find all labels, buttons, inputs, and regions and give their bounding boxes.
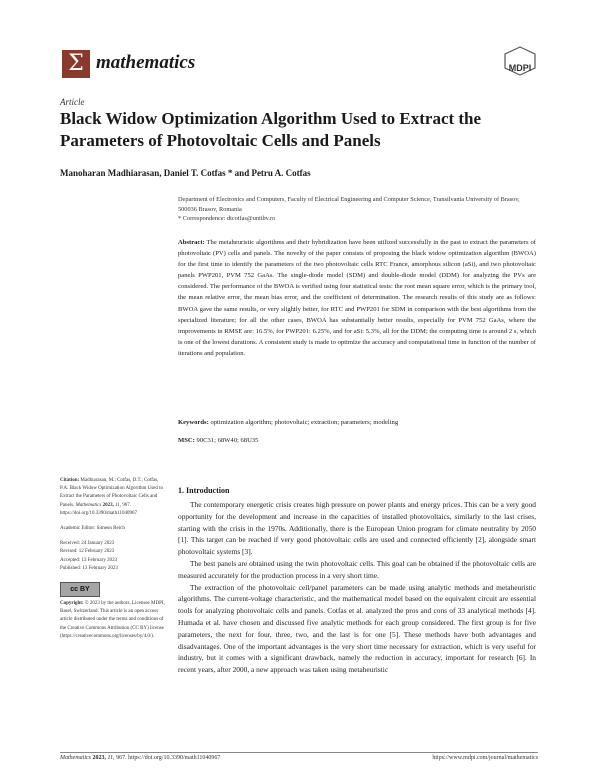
citation [60,477,165,518]
publisher-logo[interactable] [502,46,538,76]
copyright [60,600,165,641]
section-body [178,499,536,676]
article-type: Article [60,97,85,107]
footer-citation [60,755,220,761]
journal-logo: Σ [62,50,90,78]
msc-label: MSC: [178,437,195,444]
footer-doi[interactable]: 967. https://doi.org/10.3390/math11040967 [116,755,221,761]
date-received: Received: 24 January 2023 [60,541,115,547]
abstract-label: Abstract: [178,239,205,246]
copyright-text: © 2023 by the authors. Licensee MDPI, Basel, Switzerland. This article is an open access article distributed under the terms and conditions of the Creative Commons Attribution (CC BY) license (https://creativecommons.org/licenses/by/4.0/). [60,601,165,639]
abstract [178,237,536,359]
keywords-label: Keywords: [178,419,209,426]
date-published: Published: 13 February 2023 [60,565,118,571]
footer-volume: 11, [107,755,115,761]
citation-year: 2023, [102,502,114,508]
paragraph: The contemporary energetic crisis creates high pressure on power plants and energy prices. This can be a very good opportunity for the development and increase in the capacities of installed photovoltaics, similarly to the last crises, starting with the crisis in the 1970s. Additionally, there is the European Union program for climate neutrality by 2050 [1]. This target can be reached if very good photovoltaic cells are used and connected efficiently [2], alongside smart photovoltaic systems [3]. [178,500,536,557]
date-accepted: Accepted: 13 February 2023 [60,557,118,563]
citation-doi[interactable]: 967. https://doi.org/10.3390/math11040967 [60,502,137,516]
copyright-label: Copyright: [60,601,84,607]
keywords [178,419,536,426]
footer-journal-url[interactable]: https://www.mdpi.com/journal/mathematics [432,755,538,761]
article-title: Black Widow Optimization Algorithm Used to Extract the Parameters of Photovoltaic Cells and Panels [60,109,482,150]
footer-journal: Mathematics [60,755,91,761]
msc-codes [178,437,258,444]
correspondence: * Correspondence: dtcotfas@unitbv.ro [178,215,276,222]
footer-year: 2023, [92,755,106,761]
affiliation-block [178,195,538,224]
footer-divider [60,752,538,753]
msc-text: 90C31; 68W40; 68U35 [196,437,259,444]
publisher-name: MDPI [508,63,532,73]
author-list: Manoharan Madhiarasan, Daniel T. Cotfas * and Petru A. Cotfas [60,168,311,178]
paragraph: The best panels are obtained using the twin photovoltaic cells. This goal can be obtained if the photovoltaic cells are measured accurately for the production process in a very short time. [178,558,536,580]
date-revised: Revised: 12 February 2023 [60,549,115,555]
article-sidebar [60,477,165,641]
citation-volume: 11, [115,502,122,508]
abstract-text: The metaheuristic algorithms and their hybridization have been utilized successfully in the past to extract the parameters of photovoltaic (PV) cells and panels. The novelty of the paper consists of proposing the black widow optimization algorithm (BWOA) for the first time to identify the parameters of the two photovoltaic cells RTC France, amorphous silicon (aSi), and two photovoltaic panels PWP201, PVM 752 GaAs. The single-diode model (SDM) and double-diode model (DDM) for analyzing the PVs are considered. The performance of the BWOA is verified using four statistical tests: the root mean square error, which is the primary tool, the mean relative error, the mean bias error, and the coefficient of determination. The research results of this study are as follows: BWOA gave the same results, or very slightly better, for RTC and PWP201 for SDM in comparison with the best algorithms from the specialized literature; for all the other cases, BWOA has substantially better results, especially for PVM 752 GaAs, where the improvements in RMSE are: 16.5%, for PWP201: 6.25%, and for aSi: 5.3%, all for the DDM; the computing time is around 2 s, which is one of the lowest durations. A consistent study is made to optimize the accuracy and computational time in function of the number of iterations and population. [178,239,536,357]
paragraph: The extraction of the photovoltaic cell/panel parameters can be made using analytic methods and metaheuristic algorithms. The current-voltage characteristic, and the mathematical model based on the equivalent circuit are essential tools for analyzing photovoltaic cells and panels. Cotfas et al. analyzed the pros and cons of 33 analytical methods [4]. Humada et al. have chosen and discussed five analytic methods for each group considered. The first group is for five parameters, the next for four, three, two, and the last is for one [5]. These methods have both advantages and disadvantages. One of the important advantages is the very short time necessary for extraction, which is very useful for industry, but it comes with a significant drawback, namely the reduction in accuracy, important for research [6]. In recent years, after 2000, a new approach was taken using metaheuristic [178,582,536,675]
citation-journal: Mathematics [75,502,102,508]
citation-text: Madhiarasan, M.; Cotfas, D.T.; Cotfas, P.A. Black Widow Optimization Algorithm Used to Extract the Parameters of Photovoltaic Cells and Panels. [60,478,164,508]
affiliation-department: Department of Electronics and Computers, Faculty of Electrical Engineering and Computer Science, Transilvania University of Brasov, 500036 Brasov, Romania [178,196,520,213]
keywords-text: optimization algorithm; photovoltaic; extraction; parameters; modeling [210,419,399,426]
citation-label: Citation: [60,478,80,483]
section-heading: 1. Introduction [178,486,230,495]
cc-by-license-icon[interactable]: cc BY [60,582,100,597]
academic-editor: Academic Editor: Simeon Reich [60,526,125,532]
journal-name[interactable]: mathematics [96,52,196,73]
